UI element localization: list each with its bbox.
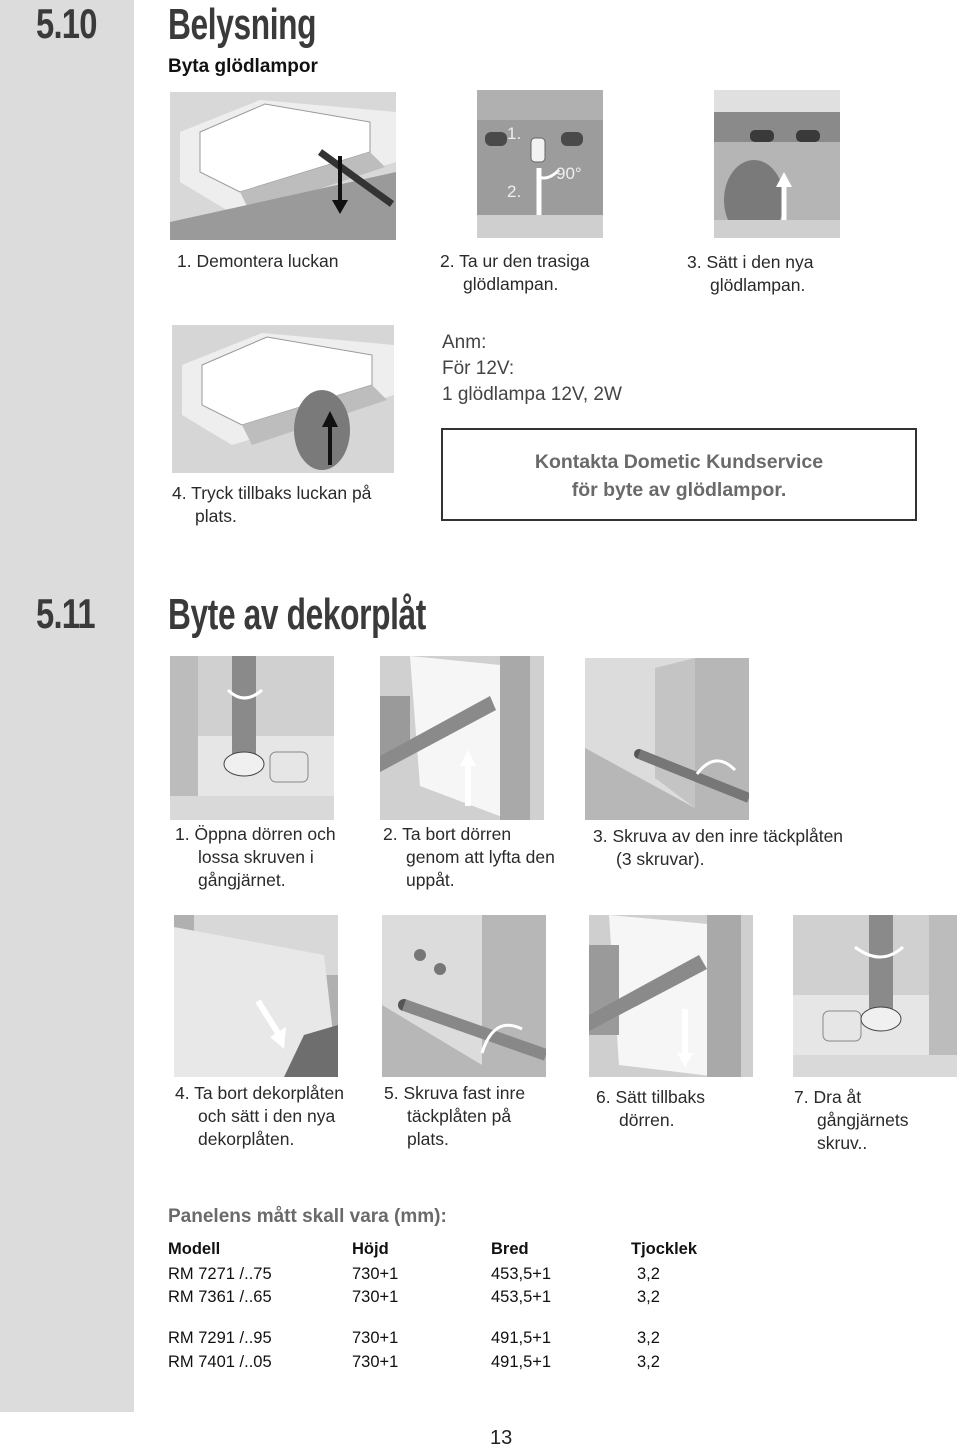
step-text: Skruva fast inre [403, 1083, 526, 1103]
step-text: täckplåten på [407, 1106, 512, 1126]
step-text: plats. [195, 506, 237, 526]
table-cell: 3,2 [637, 1265, 660, 1283]
step-number: 2. [440, 251, 455, 271]
caption-panel-step-6 [596, 1086, 705, 1132]
caption-panel-step-4 [175, 1082, 344, 1151]
table-cell: RM 7401 /..05 [168, 1353, 272, 1371]
table-cell: RM 7271 /..75 [168, 1265, 272, 1283]
step-text: uppåt. [406, 870, 455, 890]
photo-remove-bulb [477, 90, 603, 238]
step-text: Sätt i den nya [706, 252, 814, 272]
table-cell: 3,2 [637, 1353, 660, 1371]
photo-refit-door [589, 915, 753, 1077]
left-margin-bar [0, 0, 134, 1412]
table-cell: 730+1 [352, 1265, 399, 1283]
step-number: 5. [384, 1083, 399, 1103]
section-number-511: 5.11 [36, 590, 95, 637]
section-subtitle: Byta glödlampor [168, 56, 318, 77]
table-cell: 491,5+1 [491, 1353, 552, 1371]
step-text: Ta ur den trasiga [459, 251, 590, 271]
step-text: Öppna dörren och [194, 824, 336, 844]
caption-panel-step-7 [794, 1086, 908, 1155]
caption-panel-step-2 [383, 823, 555, 892]
caption-bulb-step-4 [172, 482, 371, 528]
step-text: och sätt i den nya [198, 1106, 336, 1126]
step-text: lossa skruven i [198, 847, 314, 867]
step-text: gångjärnet. [198, 870, 286, 890]
table-header-width: Bred [491, 1240, 529, 1258]
step-number: 2. [383, 824, 398, 844]
table-cell: 730+1 [352, 1288, 399, 1306]
step-text: Dra åt [813, 1087, 862, 1107]
step-text: Demontera luckan [196, 251, 339, 271]
section-title-511: Byte av dekorplåt [168, 590, 426, 639]
table-header-model: Modell [168, 1240, 221, 1258]
step-number: 7. [794, 1087, 809, 1107]
caption-bulb-step-3 [687, 251, 814, 297]
step-text: glödlampan. [710, 275, 806, 295]
table-cell: RM 7291 /..95 [168, 1329, 272, 1347]
table-header-thickness: Tjocklek [631, 1240, 698, 1258]
table-cell: 453,5+1 [491, 1265, 552, 1283]
caption-panel-step-5 [384, 1082, 525, 1151]
step-number: 1. [177, 251, 192, 271]
step-text: plats. [407, 1129, 449, 1149]
note-line: För 12V: [442, 358, 515, 379]
step-text: Sätt tillbaks [615, 1087, 705, 1107]
photo-replace-panel [174, 915, 338, 1077]
photo-unscrew-plate [585, 658, 749, 820]
table-header-height: Höjd [352, 1240, 389, 1258]
step-number: 3. [593, 826, 608, 846]
table-title: Panelens mått skall vara (mm): [168, 1206, 447, 1227]
step-text: (3 skruvar). [616, 849, 705, 869]
table-cell: 491,5+1 [491, 1329, 552, 1347]
note-block [442, 330, 622, 408]
caption-panel-step-1 [175, 823, 336, 892]
photo-remove-cover [170, 92, 396, 240]
step-text: Skruva av den inre täckplåten [612, 826, 844, 846]
step-text: gångjärnets [817, 1110, 909, 1130]
step-text: dekorplåten. [198, 1129, 295, 1149]
photo2-label-step2: 2. [507, 182, 522, 201]
section-title-510: Belysning [168, 0, 317, 49]
caption-bulb-step-2 [440, 250, 590, 296]
photo2-label-step1: 1. [507, 124, 522, 143]
note-line: 1 glödlampa 12V, 2W [442, 384, 622, 405]
photo-tighten-hinge [793, 915, 957, 1077]
photo2-label-angle: 90° [556, 164, 582, 183]
step-number: 6. [596, 1087, 611, 1107]
table-cell: 453,5+1 [491, 1288, 552, 1306]
photo-push-cover [172, 325, 394, 473]
contact-line: Kontakta Dometic Kundservice [534, 451, 824, 473]
photo-open-door [170, 656, 334, 820]
step-text: Ta bort dekorplåten [194, 1083, 344, 1103]
step-number: 4. [172, 483, 187, 503]
step-text: genom att lyfta den [406, 847, 555, 867]
photo-insert-bulb [714, 90, 840, 238]
table-cell: 730+1 [352, 1353, 399, 1371]
step-text: Ta bort dörren [402, 824, 512, 844]
table-cell: 730+1 [352, 1329, 399, 1347]
caption-bulb-step-1 [177, 250, 339, 273]
contact-line: för byte av glödlampor. [571, 479, 787, 501]
step-text: dörren. [619, 1110, 675, 1130]
page-number: 13 [490, 1427, 513, 1449]
table-cell: RM 7361 /..65 [168, 1288, 272, 1306]
table-cell: 3,2 [637, 1288, 660, 1306]
step-text: skruv.. [817, 1133, 868, 1153]
photo-fasten-plate [382, 915, 546, 1077]
photo-lift-door [380, 656, 544, 820]
step-number: 4. [175, 1083, 190, 1103]
caption-panel-step-3 [593, 825, 843, 871]
step-number: 1. [175, 824, 190, 844]
contact-box [441, 428, 917, 521]
section-number-510: 5.10 [36, 0, 97, 47]
step-text: glödlampan. [463, 274, 559, 294]
note-title: Anm: [442, 332, 487, 353]
step-number: 3. [687, 252, 702, 272]
step-text: Tryck tillbaks luckan på [191, 483, 372, 503]
table-cell: 3,2 [637, 1329, 660, 1347]
